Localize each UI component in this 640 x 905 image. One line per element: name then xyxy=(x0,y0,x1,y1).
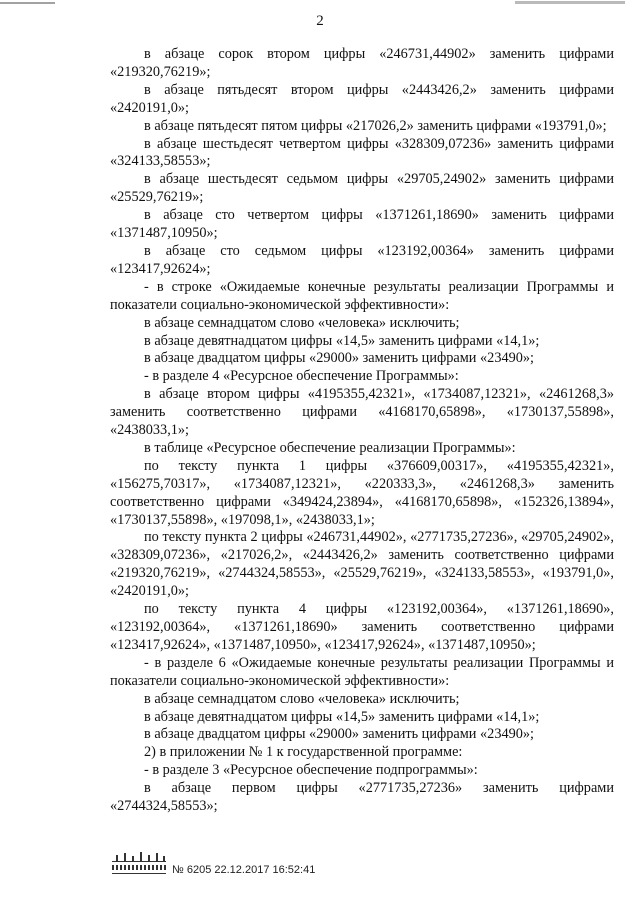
registration-logo xyxy=(112,852,166,880)
paragraph: - в разделе 6 «Ожидаемые конечные результаты реализации Программы и показатели социально-экономической эффективности»: xyxy=(110,654,614,689)
paragraph: в абзаце девятнадцатом цифры «14,5» заменить цифрами «14,1»; xyxy=(144,332,540,349)
paragraph: в абзаце пятьдесят втором цифры «2443426,2» заменить цифрами «2420191,0»; xyxy=(110,81,614,116)
paragraph: в абзаце сто четвертом цифры «1371261,18690» заменить цифрами «1371487,10950»; xyxy=(110,207,614,242)
paragraph: - в разделе 4 «Ресурсное обеспечение Программы»: xyxy=(144,368,459,385)
paragraph: в абзаце двадцатом цифры «29000» заменить цифрами «23490»; xyxy=(144,726,535,743)
document-body xyxy=(110,46,614,816)
paragraph: 2) в приложении № 1 к государственной программе: xyxy=(144,744,463,761)
paragraph: в таблице «Ресурсное обеспечение реализации Программы»: xyxy=(144,439,516,456)
paragraph: в абзаце сорок втором цифры «246731,44902» заменить цифрами «219320,76219»; xyxy=(110,46,614,80)
paragraph: в абзаце втором цифры «4195355,42321», «1734087,12321», «2461268,3» заменить соответственно цифрами «4168170,65898», «1730137,55898», «2438033,1»; xyxy=(110,386,614,439)
paragraph: - в разделе 3 «Ресурсное обеспечение подпрограммы»: xyxy=(144,762,478,779)
paragraph: в абзаце шестьдесят четвертом цифры «328309,07236» заменить цифрами «324133,58553»; xyxy=(110,135,614,170)
paragraph: в абзаце семнадцатом слово «человека» исключить; xyxy=(144,314,460,331)
paragraph: в абзаце первом цифры «2771735,27236» заменить цифрами «2744324,58553»; xyxy=(110,780,614,815)
paragraph: по тексту пункта 2 цифры «246731,44902», «2771735,27236», «29705,24902», «328309,07236», «217026,2», «2443426,2» заменить соответственно цифрами «219320,76219», «2744324,58553», «25529,76219», «324133,58553», «193791,0», «2420191,0»; xyxy=(110,529,614,600)
page-number: 2 xyxy=(316,13,324,29)
paragraph: - в строке «Ожидаемые конечные результаты реализации Программы и показатели социально-экономической эффективности»: xyxy=(110,278,614,313)
paragraph: по тексту пункта 4 цифры «123192,00364», «1371261,18690», «123192,00364», «1371261,18690» заменить соответственно цифрами «123417,92624», «1371487,10950», «123417,92624», «1371487,10950»; xyxy=(110,601,614,653)
document-registration-stamp: № 6205 22.12.2017 16:52:41 xyxy=(172,864,316,876)
paragraph: по тексту пункта 1 цифры «376609,00317», «4195355,42321», «156275,70317», «1734087,12321», «220333,3», «2461268,3» заменить соответственно цифрами «349424,23894», «4168170,65898», «152326,13894», «1730137,55898», «197098,1», «2438033,1»; xyxy=(110,457,614,528)
paragraph: в абзаце пятьдесят пятом цифры «217026,2» заменить цифрами «193791,0»; xyxy=(144,117,607,134)
paragraph: в абзаце сто седьмом цифры «123192,00364» заменить цифрами «123417,92624»; xyxy=(110,242,614,277)
paragraph: в абзаце семнадцатом слово «человека» исключить; xyxy=(144,690,460,707)
paragraph: в абзаце шестьдесят седьмом цифры «29705,24902» заменить цифрами «25529,76219»; xyxy=(110,171,614,206)
paragraph: в абзаце девятнадцатом цифры «14,5» заменить цифрами «14,1»; xyxy=(144,708,540,725)
scan-artifact xyxy=(0,0,640,8)
paragraph: в абзаце двадцатом цифры «29000» заменить цифрами «23490»; xyxy=(144,350,535,367)
